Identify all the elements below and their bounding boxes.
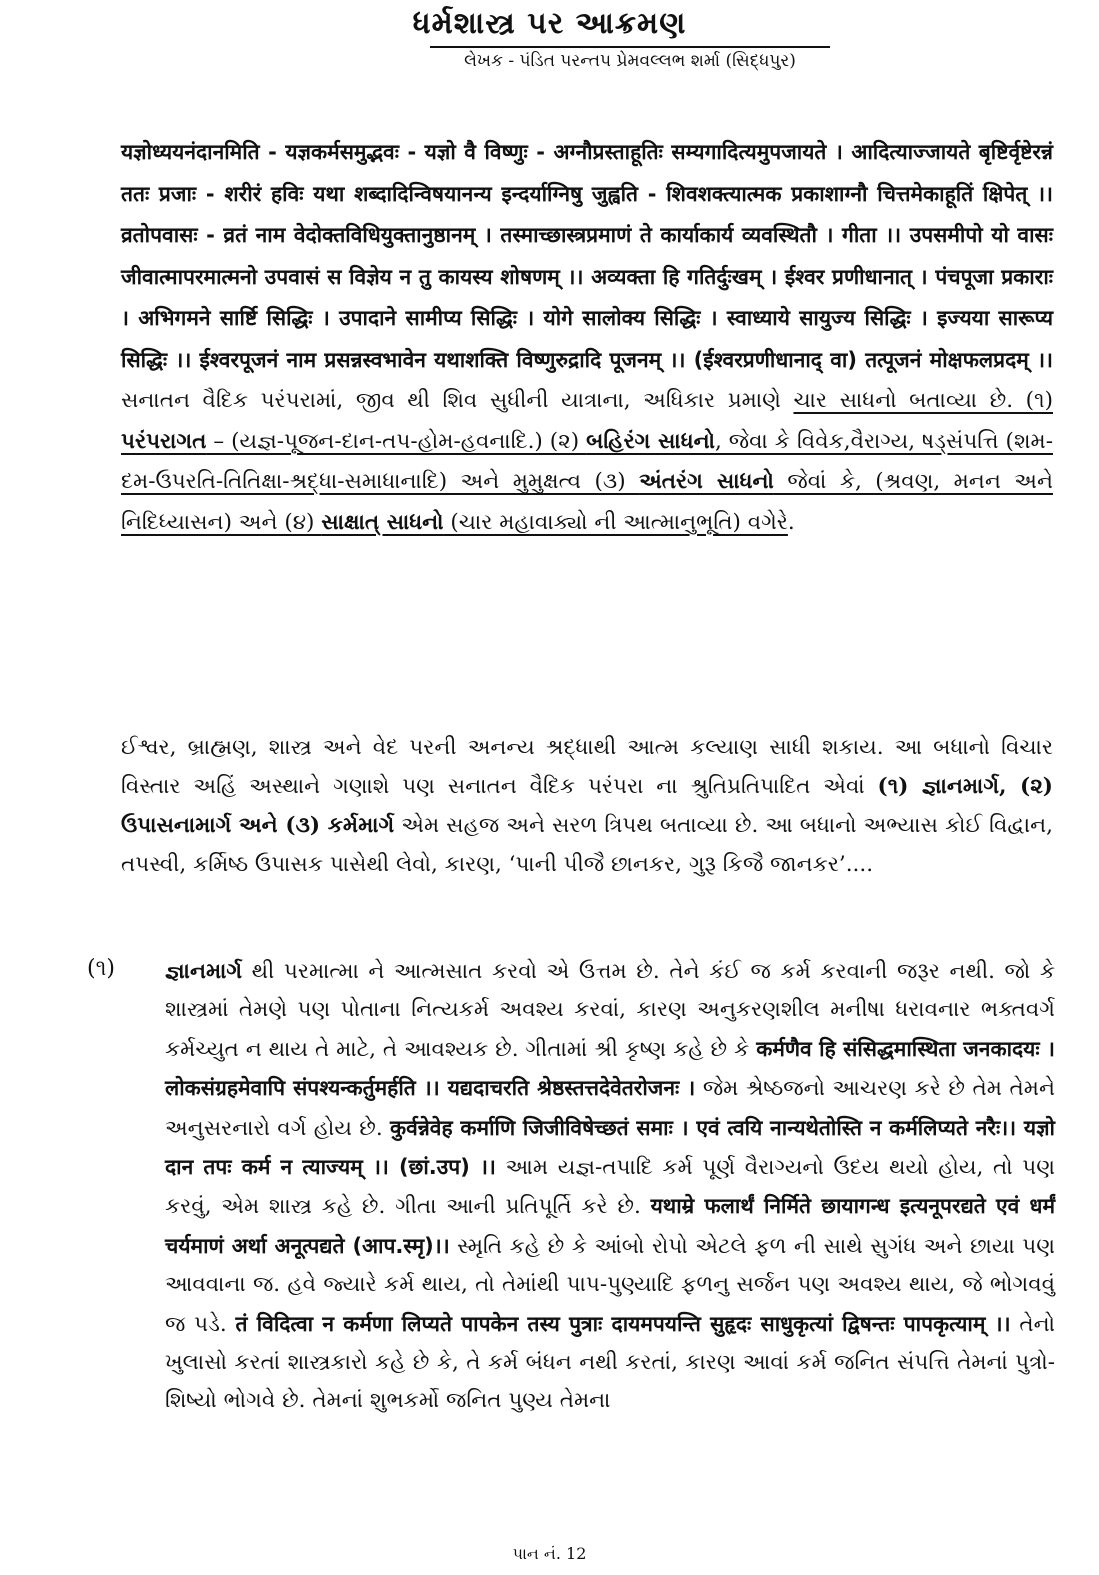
sanskrit-quote-2: कुर्वन्नेवेह कर्माणि जिजीविषेच्छतं समाः । एवं त्वयि नान्यथेतोस्ति न कर्मलिप्यते नरैः।। यज्ञो दान तपः कर्म न त्याज्यम् ।। (छां.उप) ।। [165,1115,1055,1180]
gujarati-text: સનાતન વૈદિક પરંપરામાં, જીવ થી શિવ સુધીની યાત્રાના, અધિકાર પ્રમાણે [121,388,794,413]
underlined-sadhano: ચાર સાધનો બતાવ્યા છે. (૧) પરંપરાગત – (યજ્ઞ-પૂજન-દાન-તપ-હોમ-હવનાદિ.) (૨) બહિરંગ સાધનો, જેવા કે વિવેક,વૈરાગ્ય, ષડ્સંપત્તિ (શમ-દમ-ઉપરતિ-તિતિક્ષા-શ્રદ્ધા-સમાધાનાદિ) અને મુમુક્ષત્વ (૩) અંતરંગ સાધનો જેવાં કે, (શ્રવણ, મનન અને નિદિધ્યાસન) અને (૪) સાક્ષાત્ સાધનો (ચાર મહાવાક્યો ની આત્માનુભૂતિ) વગેરે [121,388,1053,535]
paragraph-sanskrit-intro: यज्ञोध्ययनंदानमिति - यज्ञकर्मसमुद्भवः - यज्ञो वै विष्णुः - अग्नौप्रस्ताहूतिः सम्यगादित्यमुपजायते । आदित्याज्जायते बृष्टिर्वृष्टेरन्नं ततः प्रजाः - शरीरं हविः यथा शब्दादिन्विषयानन्य इन्दर्याग्निषु जुह्वति - शिवशक्त्यात्मक प्रकाशाग्नौ चित्तमेकाहूतिं क्षिपेत् ।। व्रतोपवासः - व्रतं नाम वेदोक्तविधियुक्तानुष्ठानम् । तस्माच्छास्त्रप्रमाणं ते कार्याकार्य व्यवस्थितौ । गीता ।। उपसमीपो यो वासः जीवात्मापरमात्मनो उपवासं स विज्ञेय न तु कायस्य शोषणम् ।। अव्यक्ता हि गतिर्दुःखम् । ईश्वर प्रणीधानात् । पंचपूजा प्रकाराः । अभिगमने सार्ष्टि सिद्धिः । उपादाने सामीप्य सिद्धिः । योगे सालोक्य सिद्धिः । स्वाध्याये सायुज्य सिद्धिः । इज्यया सारूप्य सिद्धिः ।। ईश्वरपूजनं नाम प्रसन्नस्वभावेन यथाशक्ति विष्णुरुद्रादि पूजनम् ।। (ईश्वरप्रणीधानाद् वा) तत्पूजनं मोक्षफलप्रदम् ।। સનાતન વૈદિક પરંપરામાં, જીવ થી શિવ સુધીની યાત્રાના, અધિકાર પ્રમાણે ચાર સાધનો બતાવ્યા છે. (૧) પરંપરાગત – (યજ્ઞ-પૂજન-દાન-તપ-હોમ-હવનાદિ.) (૨) બહિરંગ સાધનો, જેવા કે વિવેક,વૈરાગ્ય, ષડ્સંપત્તિ (શમ-દમ-ઉપરતિ-તિતિક્ષા-શ્રદ્ધા-સમાધાનાદિ) અને મુમુક્ષત્વ (૩) અંતરંગ સાધનો જેવાં કે, (શ્રવણ, મનન અને નિદિધ્યાસન) અને (૪) સાક્ષાત્ સાધનો (ચાર મહાવાક્યો ની આત્માનુભૂતિ) વગેરે. [121,140,1053,535]
sanskrit-text: यज्ञोध्ययनंदानमिति - यज्ञकर्मसमुद्भवः - यज्ञो वै विष्णुः - अग्नौप्रस्ताहूतिः सम्यगादित्यमुपजायते । आदित्याज्जायते बृष्टिर्वृष्टेरन्नं ततः प्रजाः - शरीरं हविः यथा शब्दादिन्विषयानन्य इन्दर्याग्निषु जुह्वति - शिवशक्त्यात्मक प्रकाशाग्नौ चित्तमेकाहूतिं क्षिपेत् ।। व्रतोपवासः - व्रतं नाम वेदोक्तविधियुक्तानुष्ठानम् । तस्माच्छास्त्रप्रमाणं ते कार्याकार्य व्यवस्थितौ । गीता ।। उपसमीपो यो वासः जीवात्मापरमात्मनो उपवासं स विज्ञेय न तु कायस्य शोषणम् ।। अव्यक्ता हि गतिर्दुःखम् । ईश्वर प्रणीधानात् । पंचपूजा प्रकाराः । अभिगमने सार्ष्टि सिद्धिः । उपादाने सामीप्य सिद्धिः । योगे सालोक्य सिद्धिः । स्वाध्याये सायुज्य सिद्धिः । इज्यया सारूप्य सिद्धिः ।। ईश्वरपूजनं नाम प्रसन्नस्वभावेन यथाशक्ति विष्णुरुद्रादि पूजनम् ।। (ईश्वरप्रणीधानाद् वा) तत्पूजनं मोक्षफलप्रदम् ।। [121,140,1053,372]
bold-term-gyanmarg: જ્ઞાનમાર્ગ [165,959,243,984]
page-title: ધર્મશાસ્ત્ર પર આક્રમણ [412,6,687,41]
sanskrit-quote-1: कर्मणैव हि संसिद्धमास्थिता जनकादयः । लोकसंग्रहमेवापि संपश्यन्कर्तुमर्हति ।। यद्यदाचरति श्रेष्ठस्तत्तदेवेतरोजनः । [165,1036,1055,1101]
paragraph-gyanmarg: જ્ઞાનમાર્ગ થી પરમાત્મા ને આત્મસાત કરવો એ ઉત્તમ છે. તેને કંઈ જ કર્મ કરવાની જરૂર નથી. જો કે શાસ્ત્રમાં તેમણે પણ પોતાના નિત્યકર્મ અવશ્ય કરવાં, કારણ અનુકરણશીલ મનીષા ધરાવનાર ભક્તવર્ગ કર્મચ્યુત ન થાય તે માટે, તે આવશ્યક છે. ગીતામાં શ્રી કૃષ્ણ કહે છે કે कर्मणैव हि संसिद्धमास्थिता जनकादयः । लोकसंग्रहमेवापि संपश्यन्कर्तुमर्हति ।। यद्यदाचरति श्रेष्ठस्तत्तदेवेतरोजनः । જેમ શ્રેષ્ઠજનો આચરણ કરે છે તેમ તેમને અનુસરનારો વર્ગ હોય છે. कुर्वन्नेवेह कर्माणि जिजीविषेच्छतं समाः । एवं त्वयि नान्यथेतोस्ति न कर्मलिप्यते नरैः।। यज्ञो दान तपः कर्म न त्याज्यम् ।। (छां.उप) ।। આમ યજ્ઞ-તપાદિ કર્મ પૂર્ણ વૈરાગ્યનો ઉદય થયો હોય, તો પણ કરવું, એમ શાસ્ત્ર કહે છે. ગીતા આની પ્રતિપૂર્તિ કરે છે. यथाम्रे फलार्थं निर्मिते छायागन्ध इत्यनूपरद्यते एवं धर्मं चर्यमाणं अर्था अनूत्पद्यते (आप.स्मृ)।। સ્મૃતિ કહે છે કે આંબો રોપો એટલે ફળ ની સાથે સુગંધ અને છાયા પણ આવવાના જ. હવે જ્યારે કર્મ થાય, તો તેમાંથી પાપ-પુણ્યાદિ ફળનુ સર્જન પણ અવશ્ય થાય, જે ભોગવવું જ પડે. तं विदित्वा न कर्मणा लिप्यते पापकेन तस्य पुत्राः दायमपयन्ति सुहृदः साधुकृत्यां द्विषन्तः पापकृत्याम् ।। તેનો ખુલાસો કરતાં શાસ્ત્રકારો કહે છે કે, તે કર્મ બંધન નથી કરતાં, કારણ આવાં કર્મ જનિત સંપત્તિ તેમનાં પુત્રો-શિષ્યો ભોગવે છે. તેમનાં શુભકર્મો જનિત પુણ્ય તેમના [165,959,1056,1414]
author-line: લેખક - પંડિત પરન્તપ પ્રેમવલ્લભ શર્મા (સિદ્ધપુર) [430,46,830,71]
sanskrit-quote-3: यथाम्रे फलार्थं निर्मिते छायागन्ध इत्यनूपरद्यते एवं धर्मं चर्यमाणं अर्था अनूत्पद्यते (आप.स्मृ)।। [165,1194,1055,1258]
list-number: (૧) [87,956,115,981]
paragraph-three-paths: ઈશ્વર, બ્રાહ્મણ, શાસ્ત્ર અને વેદ પરની અનન્ય શ્રદ્ધાથી આત્મ કલ્યાણ સાધી શકાય. આ બધાનો વિચાર વિસ્તાર અહિં અસ્થાને ગણાશે પણ સનાતન વૈદિક પરંપરા ના શ્રુતિપ્રતિપાદિત એવાં (૧) જ્ઞાનમાર્ગ, (૨) ઉપાસનામાર્ગ અને (૩) કર્મમાર્ગ એમ સહજ અને સરળ ત્રિપથ બતાવ્યા છે. આ બધાનો અભ્યાસ કોઈ વિદ્વાન, તપસ્વી, કર્મિષ્ઠ ઉપાસક પાસેથી લેવો, કારણ, ‘પાની પીજૈ છાનકર, ગુરૂ કિજૈ જાનકર’.... [121,735,1053,877]
bold-term-sakshat: સાક્ષાત્ સાધનો [321,509,444,535]
bold-term-paramparagat: પરંપરાગત [121,428,207,454]
bold-term-antarang: અંતરંગ સાધનો [639,469,774,494]
page-number: પાન નં. 12 [512,1544,587,1563]
bold-term-bahirang: બહિરંગ સાધનો [586,428,715,454]
bold-three-margs: (૧) જ્ઞાનમાર્ગ, (૨) ઉપાસનામાર્ગ અને (૩) કર્મમાર્ગ [121,774,1053,838]
sanskrit-quote-4: तं विदित्वा न कर्मणा लिप्यते पापकेन तस्य पुत्राः दायमपयन्ति सुहृदः साधुकृत्यां द्विषन्तः पापकृत्याम् ।। [235,1311,1011,1336]
